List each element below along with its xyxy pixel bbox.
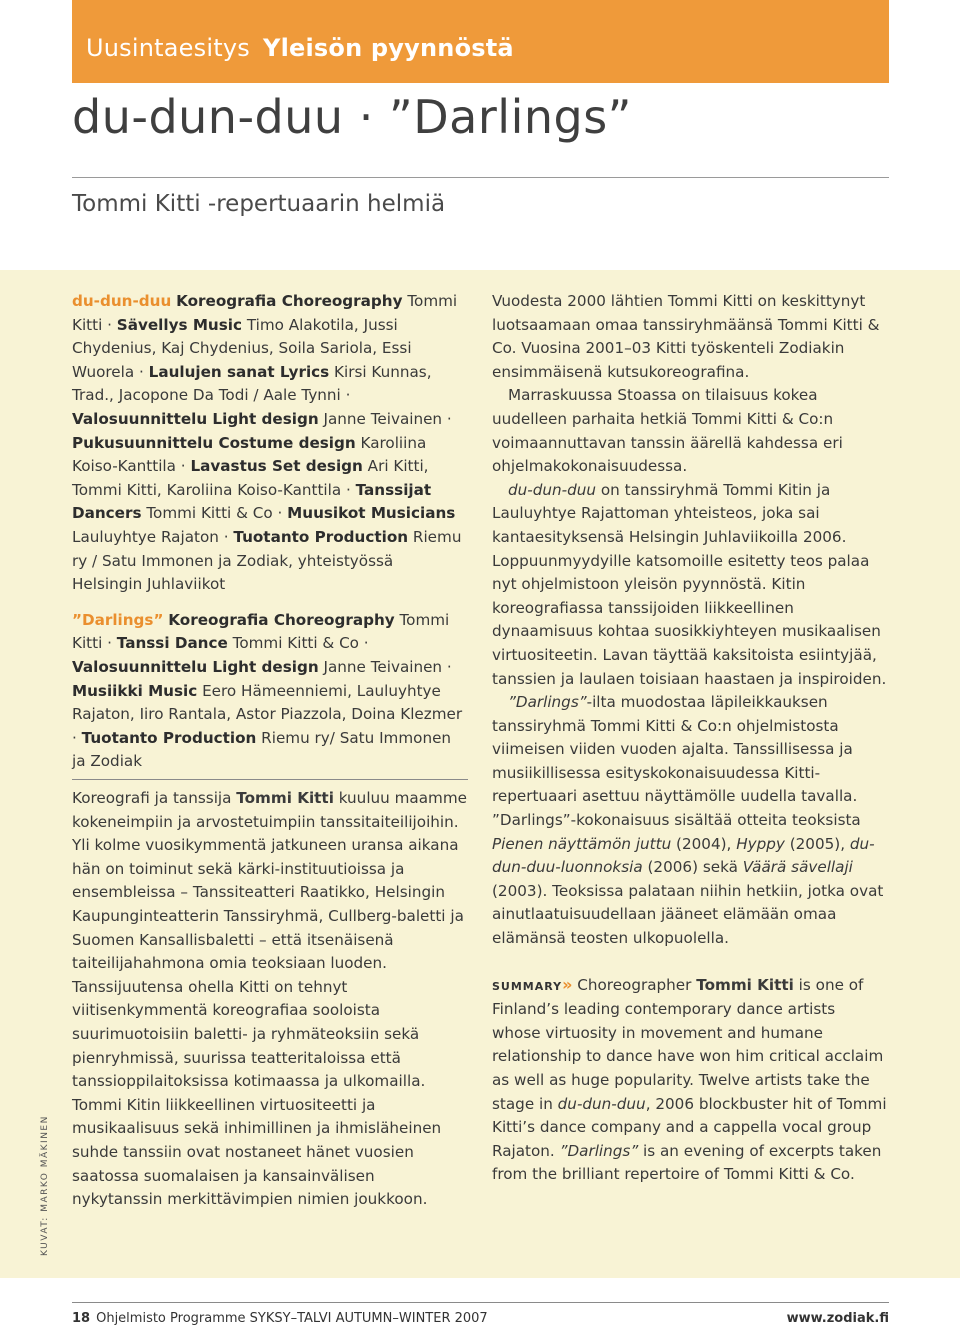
credits-dudunduu [72,290,467,597]
article-column [492,290,887,1187]
text-run: Koreografia Choreography [176,292,403,310]
text-run: Valosuunnittelu Light design [72,657,319,676]
text-run: du-dun-duu [508,480,597,499]
text-run: Tuotanto Production [81,728,257,747]
banner-label-request: Yleisön pyynnöstä [263,34,514,62]
text-run: Hyppy [736,834,785,853]
text-run: Muusikot Musicians [287,504,456,523]
text-run: Tommi Kitti & Co · [227,634,369,653]
text-run: Timo Alakotila, Jussi Chydenius, Kaj Chydenius, Soila Sariola, Essi Wuorela · [72,315,412,381]
text-run: Valosuunnittelu Light design [72,409,319,428]
summary-paragraph [492,973,887,1187]
text-run: Riemu ry/ Satu Immonen ja Zodiak [72,728,452,771]
text-run: Lavastus Set design [190,457,363,476]
show-title-darlings: ”Darlings” [72,610,164,629]
text-run: Väärä sävellaji [742,858,853,877]
text-run: Vuodesta 2000 lähtien Tommi Kitti on keskittynyt luotsaamaan omaa tanssiryhmäänsä Tommi Kitti & Co. Vuosina 2001–03 Kitti työskenteli Zodiakin ensimmäisenä kutsukoreografina. [492,292,880,381]
footer-publication: Ohjelmisto Programme SYKSY–TALVI AUTUMN–WINTER 2007 [96,1311,488,1326]
text-run: Choreographer [572,975,697,994]
text-run: , 2006 blockbuster hit of Tommi Kitti’s dance company and a cappella vocal group Rajaton. [492,1094,887,1160]
text-run: Marraskuussa Stoassa on tilaisuus kokea uudelleen parhaita hetkiä Tommi Kitti & Co:n voimaannuttavan tanssin äärellä kahdessa eri ohjelmakokonaisuudessa. [492,386,843,476]
text-run: Janne Teivainen · [318,409,452,428]
text-run: Lauluyhtye Rajaton · [72,527,234,546]
page-number: 18 [72,1311,91,1326]
text-run: Laulujen sanat Lyrics [148,362,330,381]
summary-text [492,976,887,1184]
title-divider [72,177,889,178]
text-run: Tommi Kitti · [72,610,450,653]
banner-label-rerun: Uusintaesitys [86,34,250,62]
text-run: Koreografia Choreography [168,610,395,629]
text-run: is an evening of excerpts taken from the brilliant repertoire of Tommi Kitti & Co. [492,1141,882,1184]
text-run: Tommi Kitti · [72,292,458,334]
text-run: (2006) sekä [642,858,743,877]
chevron-icon: » [562,974,573,994]
footer [72,1311,488,1326]
article-paragraph-4 [492,691,887,951]
bio-divider [72,779,468,780]
text-run: kuuluu maamme kokeneimpiin ja arvostetuimpiin tanssitaiteilijoihin. Yli kolme vuosikymmentä jatkuneen uransa aikana hän on toiminut sekä kärki-instituutioissa ja ensembleissa – Tanssiteatteri Raatikko, Helsingin Kaupunginteatterin Tanssiryhmä, Cullberg-baletti ja Suomen Kansallisbaletti – että itsenäisenä taiteilijahahmona omia teoksiaan luoden. Tanssijuutensa ohella Kitti on tehnyt viitisenkymmentä koreografiaa sooloista suurimuotoisiin baletti- ja ryhmäteoksiin sekä pienryhmissä, suurissa teatteritaloissa että tanssioppilaitoksissa kotimaassa ja ulkomailla. Tommi Kitin liikkeellinen virtuositeetti ja musikaalisuus sekä inhimillinen ja ihmisläheinen suhde tanssiin ovat nostaneet hänet vuosien saatossa suomalaisen ja kansainvälisen nykytanssin merkittävimpien nimien joukkoon. [72,789,467,1209]
text-run: Koreografi ja tanssija [72,789,237,807]
page-title: du-dun-duu · ”Darlings” [72,90,632,144]
text-run: Janne Teivainen · [318,657,452,676]
text-run: -ilta muodostaa läpileikkauksen tanssiryhmä Tommi Kitti & Co:n ohjelmistosta viimeisen viiden vuoden ajalta. Tanssillisessa ja musiikillisessa esityskokonaisuudessa Kitti-repertuaari asettuu näyttämölle uudella tavalla. ”Darlings”-kokonaisuus sisältää otteita teoksista [492,693,861,830]
page-subtitle: Tommi Kitti -repertuaarin helmiä [72,191,446,217]
credits-darlings [72,609,467,774]
text-run: Sävellys Music [116,315,242,334]
text-run: du-dun-duu-luonnoksia [492,834,875,877]
text-run: Tommi Kitti [236,789,334,807]
text-run: Pienen näyttämön juttu [492,834,672,853]
show-title-dudunduu: du-dun-duu [72,292,172,310]
text-run: Tanssi Dance [116,634,228,653]
text-run: Tanssijat Dancers [72,480,432,523]
article-paragraph-1 [492,290,887,384]
text-run: is one of Finland’s leading contemporary dance artists whose virtuosity in movement and humane relationship to dance have won him critical acclaim as well as huge popularity. Twelve artists take the stage in [492,975,884,1113]
text-run: (2003). Teoksissa palataan niihin hetkiin, jotka ovat ainutlaatuisuudellaan jääneet elämään omaa elämänsä teosten ulkopuolella. [492,881,884,948]
text-run: (2004), [671,834,737,853]
text-run: ”Darlings” [559,1141,639,1160]
text-run: Pukusuunnittelu Costume design [72,433,356,452]
credits-dudunduu-text [72,292,461,593]
text-run: Kirsi Kunnas, Trad., Jacopone Da Todi / Aale Tynni · [72,362,432,405]
bio-paragraph [72,787,467,1212]
text-run: Ari Kitti, Tommi Kitti, Karoliina Koiso-Kanttila · [72,457,429,499]
photo-credit: KUVAT: MARKO MÄKINEN [40,1115,50,1256]
footer-website-link[interactable]: www.zodiak.fi [786,1311,889,1326]
text-run: du-dun-duu [557,1094,646,1113]
summary-label: SUMMARY [492,979,563,993]
article-paragraph-3 [492,479,887,691]
text-run: on tanssiryhmä Tommi Kitin ja Lauluyhtye Rajattoman yhteisteos, joka sai kantaesityksensä Helsingin Juhlaviikoilla 2006. Loppuunmyydyille katsomoille esitetty teos palaa nyt ohjelmistoon yleisön pyynnöstä. Kitin koreografiassa tanssijoiden liikkeellinen dynaamisuus kohtaa suosikkiyhteyen musikaalisen virtuositeetin. Lavan täyttää kaksitoista esiintyjää, tanssien ja laulaen toisiaan haastaen ja inspiroiden. [492,480,887,688]
credits-darlings-text [72,611,462,771]
text-run: Riemu ry / Satu Immonen ja Zodiak, yhteistyössä Helsingin Juhlaviikot [72,527,462,594]
text-run: ”Darlings” [508,693,587,712]
text-run: Tuotanto Production [233,527,409,546]
footer-divider [72,1302,889,1303]
text-run: Tommi Kitti [696,975,794,994]
bio-column [72,787,467,1212]
text-run: Karoliina Koiso-Kanttila · [72,433,427,476]
text-run: (2005), [784,834,850,853]
text-run: Musiikki Music [72,681,198,700]
credits-column [72,290,467,774]
text-run: Eero Hämeenniemi, Lauluyhtye Rajaton, Iiro Rantala, Astor Piazzola, Doina Klezmer · [72,681,463,747]
article-paragraph-2 [492,384,887,478]
header-banner [72,0,889,83]
text-run: Tommi Kitti & Co · [141,504,288,523]
